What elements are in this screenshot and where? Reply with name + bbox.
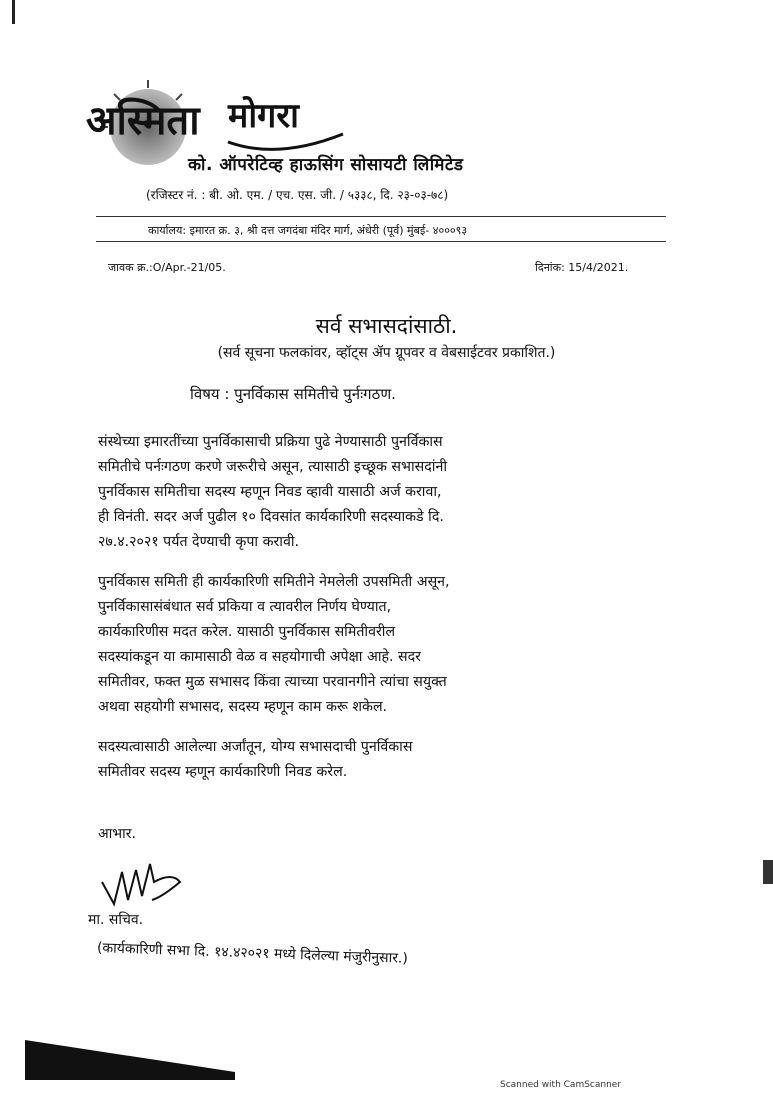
paragraph-line: पुनर्विकासासंबंधात सर्व प्रकिया व त्यावरील निर्णय घेण्यात, [98,599,392,615]
letter-date: दिनांक: 15/4/2021. [535,261,629,274]
paragraph-line: कार्यकारिणीस मदत करेल. यासाठी पुनर्विकास समितीवरील [98,624,396,640]
notice-heading: सर्व सभासदांसाठी. [315,314,458,338]
paragraph-line: सदस्यांकडून या कामासाठी वेळ व सहयोगाची अपेक्षा आहे. सदर [98,649,421,665]
paragraph-line: अथवा सहयोगी सभासद, सदस्य म्हणून काम करू शकेल. [98,699,388,715]
header-divider-bottom [96,241,666,242]
scanner-watermark: Scanned with CamScanner [500,1080,622,1090]
society-name: को. ऑपरेटिव्ह हाऊसिंग सोसायटी लिमिटेड [188,155,464,175]
registration-number: (रजिस्टर नं. : बी. ओ. एम. / एच. एस. जी. / ५३३८, दि. २३-०३-७८) [146,188,449,202]
svg-text:अस्मिता: अस्मिता [86,98,200,144]
paragraph-invitation [98,430,668,555]
paragraph-line: समितीवर, फक्त मुळ सभासद किंवा त्याच्या परवानगीने त्यांचा सयुक्त [98,674,447,690]
paragraph-committee-role [98,570,668,720]
paragraph-line: सदस्यत्वासाठी आलेल्या अर्जांतून, योग्य सभासदाची पुनर्विकास [98,739,413,755]
office-address: कार्यालय: इमारत क्र. ३, श्री दत्त जगदंबा मंदिर मार्ग, अंधेरी (पूर्व) मुंबई- ४०००९३ [148,224,468,237]
paragraph-line: २७.४.२०२१ पर्यत देण्याची कृपा करावी. [98,534,300,550]
page-edge-mark [12,0,15,24]
paragraph-line: समितीचे पर्नःगठण करणे जरूरीचे असून, त्यासाठी इच्छूक सभासदांनी [98,459,447,475]
paragraph-line: पुनर्विकास समिती ही कार्यकारिणी समितीने नेमलेली उपसमिती असून, [98,574,450,590]
svg-text:मोगरा: मोगरा [228,96,299,136]
closing-thanks: आभार. [98,826,136,842]
paragraph-line: पुनर्विकास समितीचा सदस्य म्हणून निवड व्हावी यासाठी अर्ज करावा, [98,484,442,500]
approval-note: (कार्यकारिणी सभा दि. १४.४२०२१ मध्ये दिलेल्या मंजुरीनुसार.) [96,940,409,967]
paragraph-line: संस्थेच्या इमारतींच्या पुनर्विकासाची प्रक्रिया पुढे नेण्यासाठी पुनर्विकास [98,434,443,450]
scan-edge-mark [763,860,773,884]
reference-number: जावक क्र.:O/Apr.-21/05. [108,261,226,274]
scan-shadow [25,1030,235,1080]
subject-line: विषय : पुनर्विकास समितीचे पुर्नःगठण. [190,385,396,403]
paragraph-selection [98,735,668,785]
signatory-title: मा. सचिव. [88,912,144,928]
header-divider-top [96,216,666,217]
paragraph-line: ही विनंती. सदर अर्ज पुढील १० दिवसांत कार्यकारिणी सदस्याकडे दि. [98,509,444,525]
paragraph-line: समितीवर सदस्य म्हणून कार्यकारिणी निवड करेल. [98,764,348,780]
notice-subheading: (सर्व सूचना फलकांवर, व्हॉट्स ॲप ग्रूपवर व वेबसाईटवर प्रकाशित.) [217,345,556,361]
handwritten-signature [92,852,192,912]
